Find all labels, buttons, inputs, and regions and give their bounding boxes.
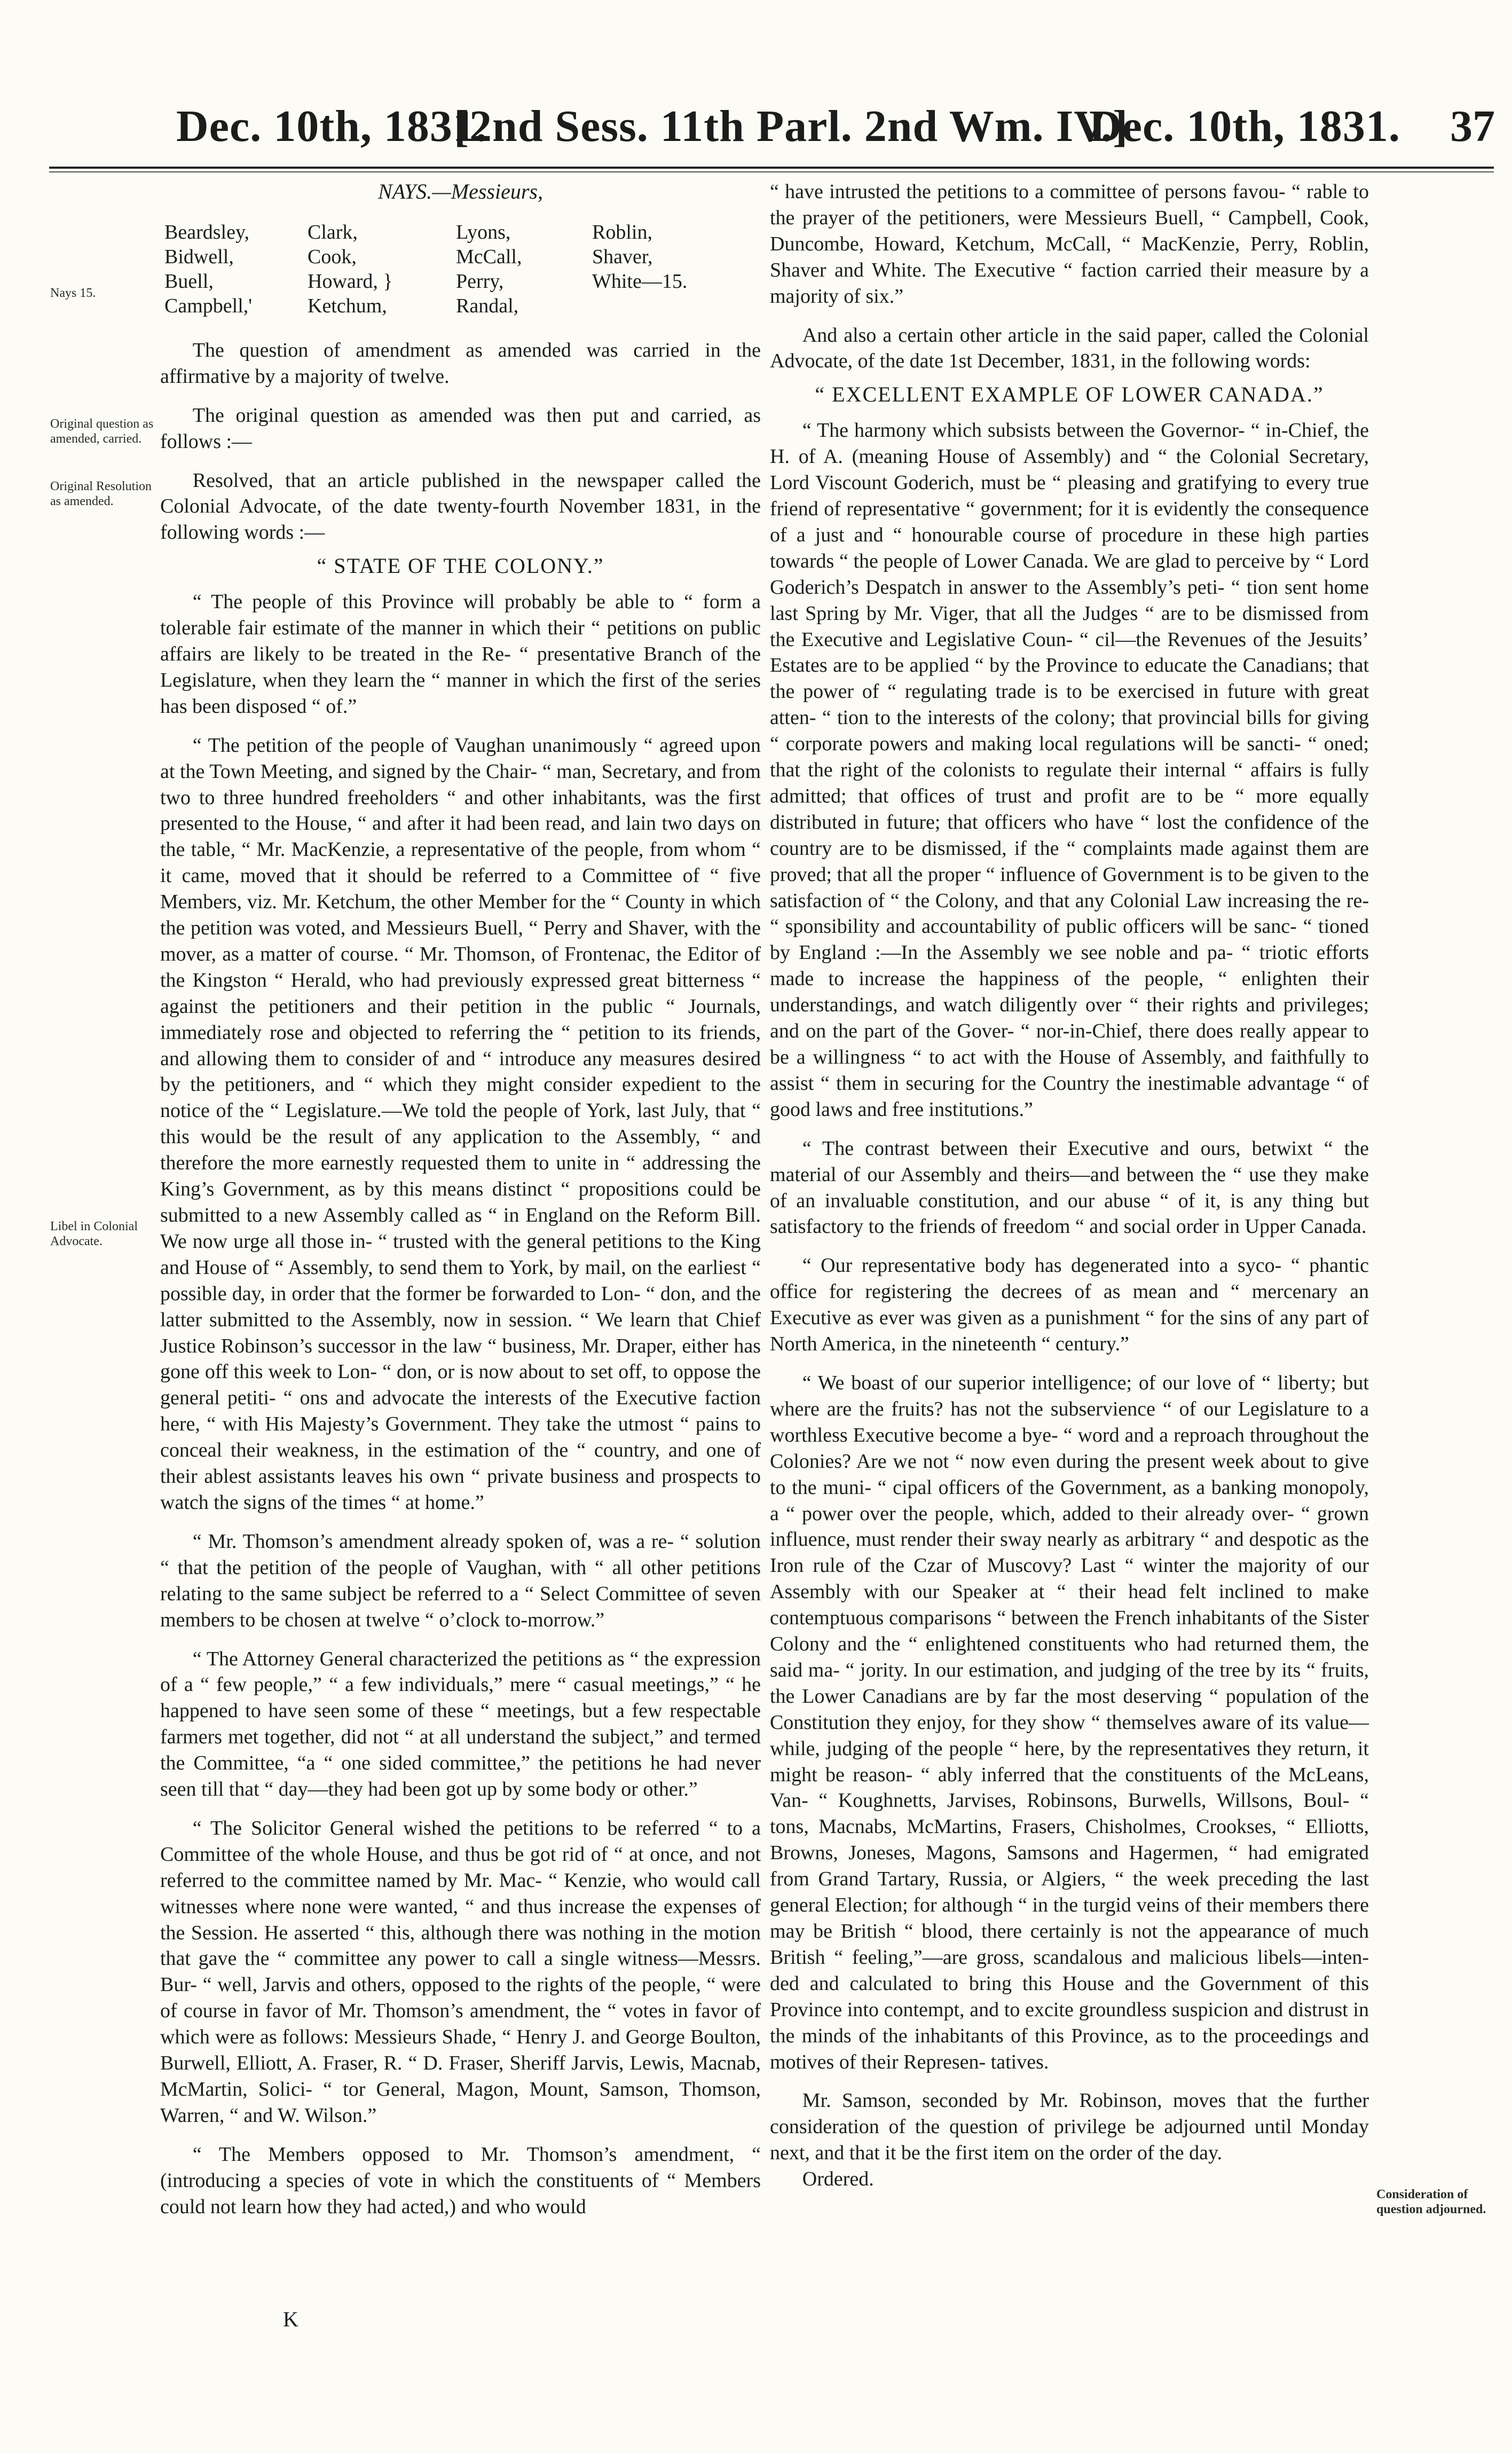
nays-heading: NAYS.—Messieurs, <box>378 179 543 203</box>
margin-note-libel: Libel in Colonial Advocate. <box>50 1220 138 1248</box>
nays-name: Bidwell, <box>164 245 234 268</box>
paragraph-quote: “ The petition of the people of Vaughan unanimously “ agreed upon at the Town Meeting, and signed by the Chair- “ man, Secretary, and from two to three hundred freeholders “ and other inhabitants, was the first presented to the House, “ and after it had been read, and lain two days on the table, “ Mr. MacKenzie, a representative of the people, from whom “ it came, moved that it should be referred to a Committee of “ five Members, viz. Mr. Ketchum, the other Member for the “ County in which the petition was voted, and Messieurs Buell, “ Perry and Shaver, with the mover, as a matter of course. “ Mr. Thomson, of Frontenac, the Editor of the Kingston “ Herald, who had previously expressed great bitterness “ against the petitioners and their petition in the public “ Journals, immediately rose and objected to referring the “ petition to its friends, and allowing them to consider of and “ introduce any measures desired by the petitioners, and “ which they might consider expedient to the notice of the “ Legislature.—We told the people of York, last July, that “ this would be the result of any application to the Assembly, “ and therefore the more earnestly requested them to unite in “ addressing the King’s Government, as by this means distinct “ propositions could be submitted to a new Assembly called as “ in England on the Reform Bill. We now urge all those in- “ trusted with the general petitions to the King and House of “ Assembly, to send them to York, by mail, on the earliest “ possible day, in order that the former be forwarded to Lon- “ don, and the latter submitted to the Assembly, now in session. “ We learn that Chief Justice Robinson’s successor in the law “ business, Mr. Draper, either has gone off this week to Lon- “ don, or is now about to set off, to oppose the general petiti- “ ons and advocate the interests of the Executive faction here, “ with His Majesty’s Government. They take the utmost “ pains to conceal their weakness, in the estimation of the “ country, and one of their ablest assistants leaves his own “ private business and prospects to watch the signs of the times “ at home.” <box>160 734 761 1514</box>
paragraph-quote: “ The contrast between their Executive and ours, betwixt “ the material of our Assembly and theirs—and between the “ use they make of an invaluable constitution, and our abuse “ of it, is any thing but satisfactory to the friends of freedom “ and social order in Upper Canada. <box>770 1137 1369 1238</box>
paragraph-quote: “ The Attorney General characterized the petitions as “ the expression of a “ few people,” “ a few individuals,” mere “ casual meetings,” “ he happened to have seen some of these “ meetings, but a few respectable farmers met together, did not “ at all understand the subject,” and termed the Committee, “a “ one sided committee,” the petitions he had never seen till that “ day—they had been got up by some body or other.” <box>160 1647 761 1801</box>
header-date-left: Dec. 10th, 1831. <box>176 101 487 151</box>
nays-name: Perry, <box>456 270 504 293</box>
paragraph-motion: Mr. Samson, seconded by Mr. Robinson, moves that the further consideration of the question of privilege be adjourned until Monday next, and that it be the first item on the order of the day. <box>770 2089 1369 2165</box>
ordered: Ordered. <box>802 2168 874 2191</box>
nays-name: Clark, <box>308 221 358 243</box>
margin-note-original-question: Original question as amended, carried. <box>50 417 154 446</box>
left-column <box>160 179 761 2421</box>
header-session: [2nd Sess. 11th Parl. 2nd Wm. IV.] <box>454 101 1129 151</box>
paragraph-quote: “ Mr. Thomson’s amendment already spoken of, was a re- “ solution “ that the petition of the people of Vaughan, with “ all other petitions relating to the same subject be referred to a “ Select Committee of seven members to be chosen at twelve “ o’clock to-morrow.” <box>160 1530 761 1631</box>
header-date-right: Dec. 10th, 1831. <box>1089 101 1400 151</box>
paragraph-quote: “ Our representative body has degenerated into a syco- “ phantic office for registering the decrees of as mean and “ mercenary an Executive as ever was given as a punishment “ for the sins of any part of North America, in the nineteenth “ century.” <box>770 1254 1369 1356</box>
paragraph-quote: “ The Solicitor General wished the petitions to be referred “ to a Committee of the whole House, and thus be got rid of “ at once, and not referred to the committee named by Mr. Mac- “ Kenzie, who would call witnesses where none were wanted, “ and thus increase the expenses of the Session. He asserted “ this, although there was nothing in the motion that gave the “ committee any power to call a single witness—Messrs. Bur- “ well, Jarvis and others, opposed to the rights of the people, “ were of course in favor of Mr. Thomson’s amendment, the “ votes in favor of which were as follows: Messieurs Shade, “ Henry J. and George Boulton, Burwell, Elliott, A. Fraser, R. “ D. Fraser, Sheriff Jarvis, Lewis, Macnab, McMartin, Solici- “ tor General, Magon, Mount, Samson, Thomson, Warren, “ and W. Wilson.” <box>160 1816 761 2127</box>
header-rule <box>49 167 1494 169</box>
margin-note-consideration: Consideration of question adjourned. <box>1376 2188 1486 2216</box>
nays-name: McCall, <box>456 245 522 268</box>
nays-name <box>592 294 731 318</box>
page-number: 37 <box>1450 101 1495 151</box>
nays-name: Campbell,' <box>164 294 253 317</box>
nays-name: Cook, <box>308 245 357 268</box>
paragraph-original-question: The original question as amended was then put and carried, as follows :— <box>160 404 761 453</box>
paragraph-amendment-carried: The question of amendment as amended was carried in the affirmative by a majority of twelve. <box>160 339 761 388</box>
paragraph-resolved: Resolved, that an article published in the newspaper called the Colonial Advocate, of the date twenty-fourth November 1831, in the following words :— <box>160 469 761 544</box>
running-head <box>176 100 1495 159</box>
nays-name: Randal, <box>456 294 519 317</box>
paragraph-quote: “ have intrusted the petitions to a committee of persons favou- “ rable to the prayer of the petitioners, were Messieurs Buell, “ Campbell, Cook, Duncombe, Howard, Ketchum, McCall, “ MacKenzie, Perry, Roblin, Shaver and White. The Executive “ faction carried their measure by a majority of six.” <box>770 180 1369 308</box>
paragraph-quote: “ We boast of our superior intelligence; of our love of “ liberty; but where are the fruits? has not the subservience “ of our Legislature to a worthless Executive become a bye- “ word and a reproach throughout the Colonies? Are we not “ now even during the present week about to give to the muni- “ cipal officers of the Government, as a banking monopoly, a “ power over the people, which, added to their already over- “ grown influence, must render their sway nearly as arbitrary “ and despotic as the Iron rule of the Czar of Muscovy? Last “ winter the majority of our Assembly with our Speaker at “ their head felt inclined to make contemptuous comparisons “ between the French inhabitants of the Sister Colony and the “ enlightened constituents who had returned them, the said ma- “ jority. In our estimation, and judging of the tree by its “ fruits, the Lower Canadians are by far the most deserving “ population of the Constitution they enjoy, for they show “ themselves aware of its value—while, judging of the people “ here, by the representatives they return, it might be reason- “ ably inferred that the constituents of the McLeans, Van- “ Koughnetts, Jarvises, Robinsons, Burwells, Willsons, Boul- “ tons, Macnabs, McMartins, Frasers, Chisholmes, Crookses, “ Elliotts, Browns, Joneses, Magons, Samsons and Hagermen, “ had emigrated from Grand Tartary, Russia, or Algiers, “ the week preceding the last general Election; for although “ in the turgid veins of their members there may be British “ blood, there certainly is not the appearance of much British “ feeling,”—are gross, scandalous and malicious libels—inten- ded and calculated to bring this House and the Government of this Province into contempt, and to excite groundless suspicion and distrust in the minds of the inhabitants of this Province, as to the proceedings and motives of their Represen- tatives. <box>770 1371 1369 2073</box>
nays-name: Buell, <box>164 270 214 293</box>
heading-excellent-example: “ EXCELLENT EXAMPLE OF LOWER CANADA.” <box>815 382 1324 407</box>
margin-note-original-resolution: Original Resolution as amended. <box>50 479 152 508</box>
heading-state-of-colony: “ STATE OF THE COLONY.” <box>317 554 604 578</box>
nays-name: Ketchum, <box>308 294 387 317</box>
nays-name: White—15. <box>592 270 688 293</box>
nays-name: Beardsley, <box>164 221 249 243</box>
nays-name: Lyons, <box>456 221 511 243</box>
nays-name: Howard, } <box>308 270 393 293</box>
signature-mark: K <box>283 2307 298 2331</box>
nays-name: Shaver, <box>592 245 653 268</box>
right-column <box>770 179 1369 2421</box>
paragraph-quote: “ The harmony which subsists between the Governor- “ in-Chief, the H. of A. (meaning House of Assembly) and “ the Colonial Secretary, Lord Viscount Goderich, must be “ pleasing and gratifying to every true friend of representative “ government; for it is evidently the consequence of a just and “ honourable course of procedure in these high parties towards “ the people of Lower Canada. We are glad to perceive by “ Lord Goderich’s Despatch in answer to the Assembly’s peti- “ tion sent home last Spring by Mr. Viger, that all the Judges “ are to be dismissed from the Executive and Legislative Coun- “ cil—the Revenues of the Jesuits’ Estates are to be applied “ by the Province to educate the Canadians; that the power of “ regulating trade is to be exercised in future with great atten- “ tion to the interests of the colony; that provincial bills for giving “ corporate powers and making local regulations will be sancti- “ oned; that the right of the colonists to regulate their internal “ affairs is fully admitted; that offices of trust and profit are to be “ more equally distributed in future; that officers who have “ lost the confidence of the country are to be dismissed, if the “ complaints made against them are proved; that all the proper “ influence of Government is to be given to the satisfaction of “ the Colony, and that any Colonial Law increasing the re- “ sponsibility and accountability of public officers will be sanc- “ tioned by England :—In the Assembly we see noble and pa- “ triotic efforts made to increase the happiness of the people, “ enlighten their understandings, and watch diligently over “ their rights and privileges; and on the part of the Gover- “ nor-in-Chief, there does really appear to be a willingness “ to act with the House of Assembly, and faithfully to assist “ them in securing for the Country the inestimable advantage “ of good laws and free institutions.” <box>770 419 1369 1121</box>
paragraph-quote: “ The people of this Province will probably be able to “ form a tolerable fair estimate of the manner in which their “ petitions on public affairs are likely to be treated in the Re- “ presentative Branch of the Legislature, when they learn the “ manner in which the first of the series has been disposed “ of.” <box>160 591 761 718</box>
nays-name: Roblin, <box>592 221 652 243</box>
margin-note-nays: Nays 15. <box>50 286 96 300</box>
nays-names <box>164 220 761 318</box>
paragraph-quote: “ The Members opposed to Mr. Thomson’s amendment, “ (introducing a species of vote in which the constituents of “ Members could not learn how they had acted,) and who would <box>160 2143 761 2218</box>
paragraph-also: And also a certain other article in the said paper, called the Colonial Advocate, of the date 1st December, 1831, in the following words: <box>770 324 1369 373</box>
header-rule-thin <box>49 171 1494 172</box>
